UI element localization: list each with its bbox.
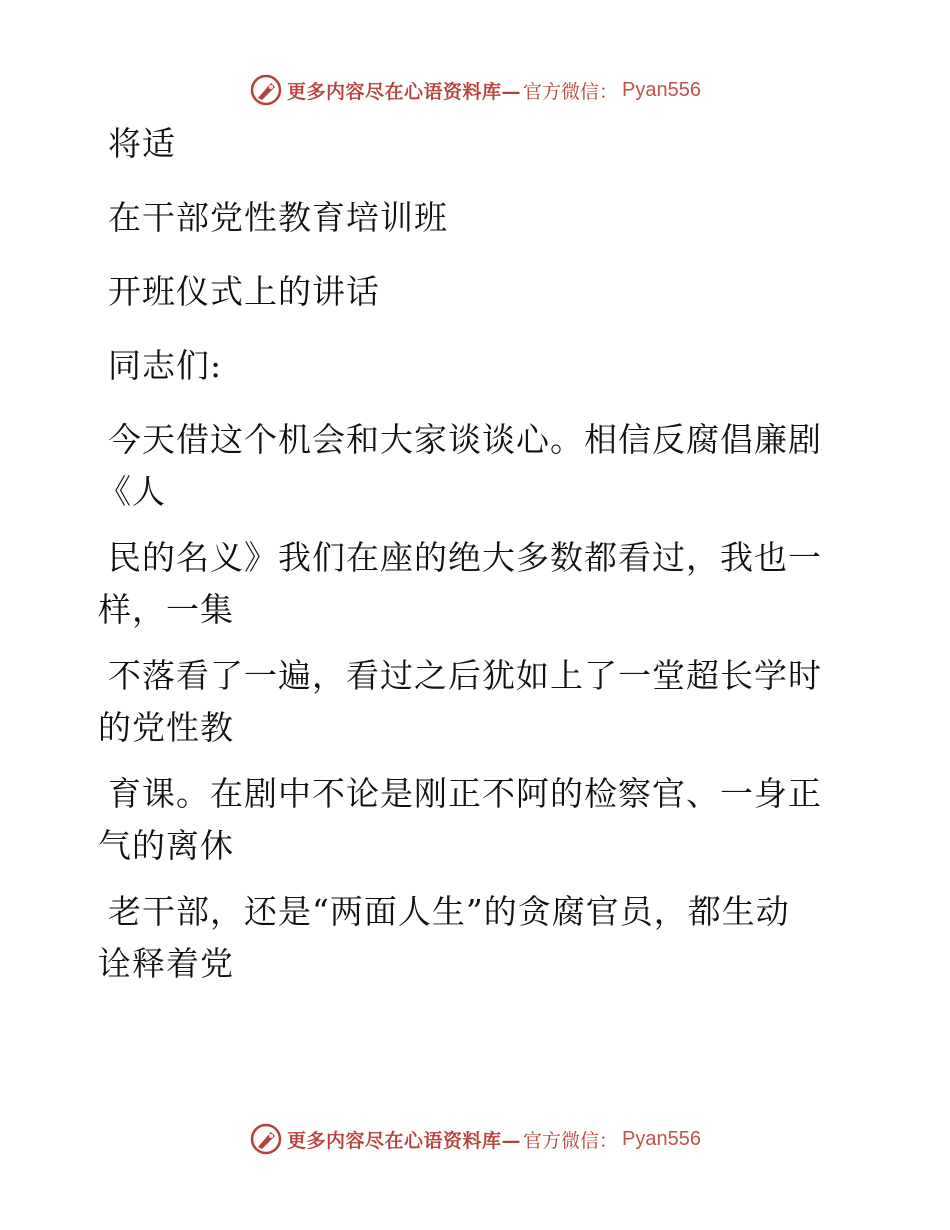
header-watermark-banner — [0, 70, 950, 110]
paragraph-line: 气的离休 — [98, 826, 234, 865]
paragraph-line: 育课。在剧中不论是刚正不阿的检察官、一身正 — [108, 774, 822, 813]
wechat-id: Pyan556 — [622, 1127, 701, 1150]
paragraph-line: 诠释着党 — [98, 944, 234, 983]
wechat-label: 官方微信： — [523, 80, 619, 103]
brand-text: 更多内容尽在心语资料库— — [287, 1129, 522, 1152]
pen-nib-logo-icon — [249, 1122, 283, 1156]
title-line-2: 开班仪式上的讲话 — [108, 272, 380, 311]
speaker-name: 将适 — [108, 124, 176, 163]
paragraph-line: 样，一集 — [98, 590, 234, 629]
paragraph-line: 今天借这个机会和大家谈谈心。相信反腐倡廉剧 — [108, 420, 822, 459]
paragraph-line: 的党性教 — [98, 708, 234, 747]
paragraph-line: 《人 — [98, 472, 166, 511]
paragraph-line: 民的名义》我们在座的绝大多数都看过，我也一 — [108, 538, 822, 577]
brand-text: 更多内容尽在心语资料库— — [287, 80, 522, 103]
document-body — [98, 118, 838, 990]
title-line-1: 在干部党性教育培训班 — [108, 198, 448, 237]
paragraph-line: 老干部，还是“两面人生”的贪腐官员，都生动 — [108, 892, 790, 931]
footer-watermark-banner — [0, 1119, 950, 1159]
salutation: 同志们: — [108, 346, 223, 385]
wechat-label: 官方微信： — [523, 1129, 619, 1152]
pen-nib-logo-icon — [249, 73, 283, 107]
wechat-id: Pyan556 — [622, 78, 701, 101]
paragraph-line: 不落看了一遍，看过之后犹如上了一堂超长学时 — [108, 656, 822, 695]
